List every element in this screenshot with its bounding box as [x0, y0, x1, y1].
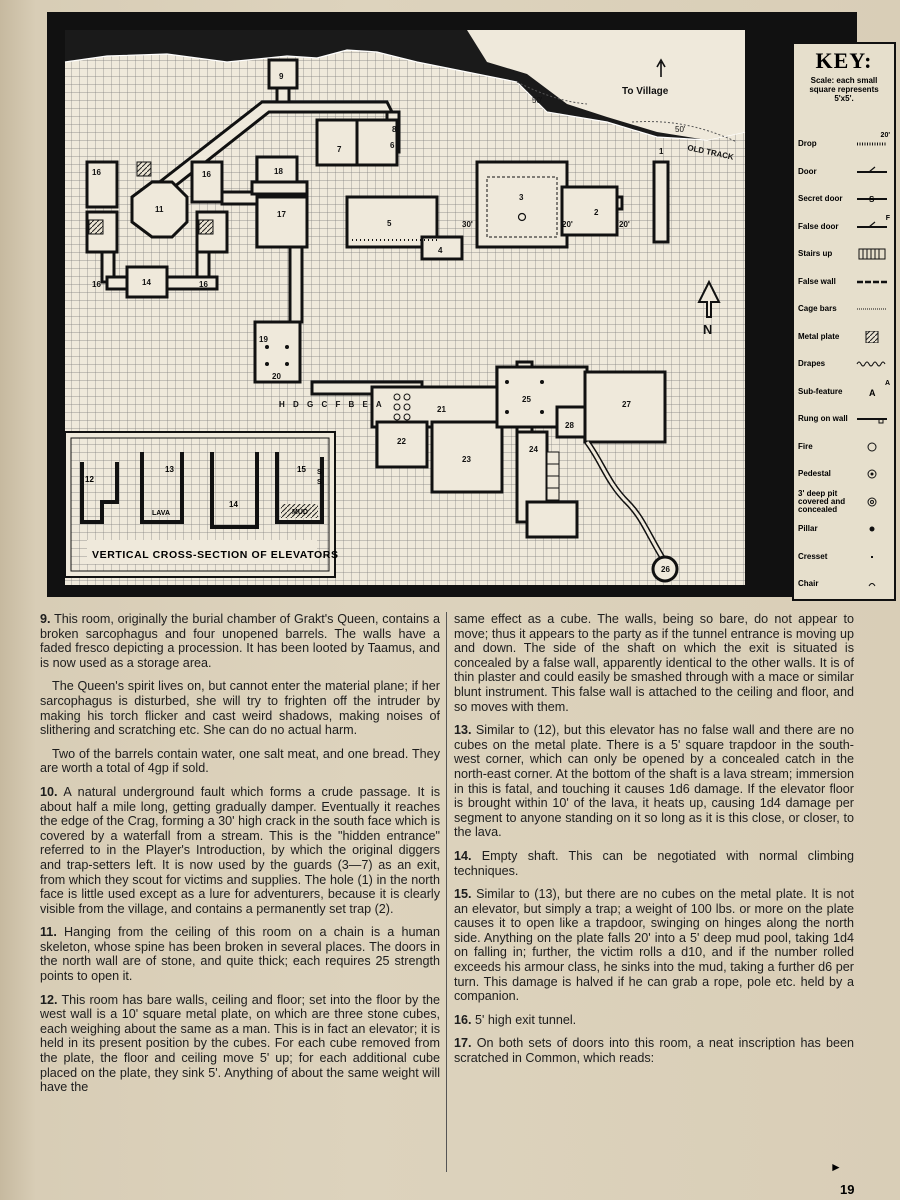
key-row — [798, 242, 890, 266]
room-description — [40, 785, 440, 916]
description-text: same effect as a cube. The walls, being so bare, do not appear to move; thus it appears to the party as if the tunnel entrance is moving up and down. The side of the shaft on which the exit is situated is concealed by a false wall, apparently identical to the other walls. It is of thin plaster and could easily be smashed through with a mace or similar blunt instrument. This false wall is attached to the ceiling and floor, and so moves with them. — [454, 612, 854, 714]
drapes-symbol-icon — [854, 357, 890, 371]
svg-text:14: 14 — [229, 500, 238, 509]
cross-section-panel — [65, 432, 339, 577]
room-number: 16. — [454, 1012, 472, 1027]
key-label: Rung on wall — [798, 414, 848, 423]
key-label: Door — [798, 166, 817, 176]
key-note: A — [884, 379, 890, 387]
article-text — [40, 612, 860, 1172]
svg-text:20': 20' — [619, 220, 630, 229]
description-text: Empty shaft. This can be negotiated with normal climbing techniques. — [454, 848, 854, 878]
pillar-symbol-icon — [854, 522, 890, 536]
room-description — [454, 612, 854, 714]
svg-text:16: 16 — [202, 170, 211, 179]
room-description — [40, 925, 440, 983]
key-row — [798, 435, 890, 459]
svg-text:LAVA: LAVA — [152, 510, 171, 517]
svg-text:23: 23 — [462, 455, 471, 464]
svg-text:A: A — [869, 387, 876, 398]
svg-text:S: S — [869, 195, 875, 204]
svg-text:20': 20' — [562, 220, 573, 229]
key-scale-note: Scale: each small square represents 5'x5'. — [809, 76, 879, 103]
north-label: N — [703, 322, 713, 337]
text-column-left — [40, 612, 440, 1104]
room-number: 15. — [454, 887, 472, 902]
room-description — [40, 612, 440, 670]
svg-text:MUD: MUD — [292, 509, 308, 516]
svg-text:26: 26 — [661, 565, 670, 574]
room-number: 11. — [40, 925, 57, 940]
svg-text:24: 24 — [529, 445, 538, 454]
svg-text:5: 5 — [387, 219, 392, 228]
svg-text:16: 16 — [92, 168, 101, 177]
false-wall-symbol-icon — [854, 275, 890, 289]
description-text: Similar to (12), but this elevator has no false wall and there are no cubes on the metal plate. There is a 5' square trapdoor in the south-west corner, which can only be opened by a concealed catch in the north-east corner. At the bottom of the shaft is a lava stream; immersion in this is fatal, and touching it causes 1d6 damage. If the elevator floor is brought within 10' of the lava, it heats up, causing 1d4 damage per segment to anyone standing on it so long as it is this close, or closer, to the lava. — [454, 723, 855, 840]
room-number: 17. — [454, 1036, 472, 1051]
room-number: 1 — [659, 147, 664, 156]
svg-text:15: 15 — [297, 465, 306, 474]
cresset-symbol-icon — [854, 550, 890, 564]
room-description — [454, 1013, 854, 1028]
key-label: Drop — [798, 139, 817, 148]
stairs-up-symbol-icon — [854, 247, 890, 261]
key-label: Pillar — [798, 524, 818, 533]
key-label: Cage bars — [798, 304, 837, 313]
sub-feature-symbol-icon — [854, 385, 890, 399]
dungeon-map — [47, 12, 890, 597]
map-key — [792, 42, 896, 601]
room-number: 9. — [40, 612, 51, 626]
metal-plate-symbol-icon — [854, 330, 890, 344]
height-label-1: 50' — [532, 96, 543, 105]
key-label: False wall — [798, 276, 836, 286]
key-row — [798, 545, 890, 569]
key-title: KEY: — [815, 48, 873, 73]
height-label-2: 50' — [675, 125, 686, 134]
svg-text:S: S — [317, 469, 322, 476]
old-track-label: OLD TRACK — [686, 143, 735, 162]
key-label: Sub-feature — [798, 386, 843, 396]
key-label: Chair — [798, 579, 819, 588]
key-row — [798, 297, 890, 321]
room-number: 13. — [454, 723, 472, 738]
svg-text:25: 25 — [522, 395, 531, 404]
key-label: Cresset — [798, 551, 828, 561]
description-text: 5' high exit tunnel. — [475, 1012, 577, 1027]
rung-symbol-icon — [854, 412, 890, 426]
svg-text:16: 16 — [92, 280, 101, 289]
key-note: F — [885, 214, 890, 222]
key-row — [798, 132, 890, 156]
description-text: Two of the barrels contain water, one salt meat, and one bread. They are worth a total of 4gp if sold. — [40, 746, 440, 776]
key-row — [798, 352, 890, 376]
secret-door-symbol-icon — [854, 192, 890, 206]
svg-text:S: S — [317, 479, 322, 486]
svg-text:2: 2 — [594, 208, 599, 217]
description-text: A natural underground fault which forms a crude passage. It is about half a mile long, getting gradually damper. Eventually it reaches the edge of the Crag, forming a 30' high crack in the south face which is covered by a waterfall from a stream. This is the "hidden entrance" referred to in the Player's Introduction, by which the original diggers and trap-setters left. It is now used by the guards (3—7) as an exit, from which they scout for victims and supplies. The hole (1) in the north face is little used except as a lure for adventurers, because it is clearly visible from the village, and contains a permanently set trap (2). — [40, 784, 440, 916]
svg-text:27: 27 — [622, 400, 631, 409]
room-number: 14. — [454, 848, 472, 863]
cross-section-title: VERTICAL CROSS-SECTION OF ELEVATORS — [92, 549, 339, 561]
key-row — [798, 380, 890, 404]
key-row — [798, 270, 890, 294]
svg-text:17: 17 — [277, 210, 286, 219]
description-text: Similar to (13), but there are no cubes on the metal plate. It is not an elevator, but simply a trap; a weight of 100 lbs. or more on the plate causes it to open like a trapdoor, swinging on hinges along the north side. Anything on the plate falls 20' into a 5' deep mud pool, taking 1d4 on falling in; further, the victim rolls a d10, and if the number rolled exceeds his armour class, he sinks into the mud, taking a further d6 per turn. This damage is halved if he can grab a rope, pole etc. held by a companion. — [454, 887, 854, 1004]
pit-symbol-icon — [854, 495, 890, 509]
svg-text:16: 16 — [199, 280, 208, 289]
key-row — [798, 407, 890, 431]
key-row — [798, 325, 890, 349]
key-label: 3' deep pit covered and concealed — [798, 488, 846, 514]
svg-text:3: 3 — [519, 193, 524, 202]
key-row — [798, 490, 890, 514]
key-row — [798, 215, 890, 239]
cage-bars-symbol-icon — [854, 302, 890, 316]
room-number: 10. — [40, 784, 58, 799]
key-label: Stairs up — [798, 249, 833, 258]
svg-text:12: 12 — [85, 475, 94, 484]
key-row — [798, 462, 890, 486]
fire-symbol-icon — [854, 440, 890, 454]
room-description — [40, 993, 440, 1095]
room-description — [40, 747, 440, 776]
svg-text:18: 18 — [274, 167, 283, 176]
text-column-right — [454, 612, 854, 1075]
svg-text:20: 20 — [272, 372, 281, 381]
key-row — [798, 160, 890, 184]
svg-text:11: 11 — [155, 205, 164, 214]
room-description — [454, 849, 854, 878]
key-label: False door — [798, 221, 839, 231]
description-text: On both sets of doors into this room, a neat inscription has been scratched in Common, which reads: — [454, 1036, 855, 1066]
description-text: This room, originally the burial chamber of Grakt's Queen, contains a broken sarcophagus and four unopened barrels. The walls have a faded fresco depicting a procession. It has been looted by Taamus, and is now used as a storage area. — [40, 612, 440, 670]
drop-symbol-icon — [854, 137, 890, 151]
page-number: 19 — [840, 1182, 855, 1197]
key-label: Metal plate — [798, 331, 840, 341]
svg-text:21: 21 — [437, 405, 446, 414]
svg-text:7: 7 — [337, 145, 342, 154]
svg-text:28: 28 — [565, 421, 574, 430]
key-note: 20' — [880, 132, 890, 139]
room-number: 12. — [40, 992, 58, 1007]
key-label: Drapes — [798, 359, 826, 368]
key-label: Fire — [798, 441, 813, 451]
room-description — [454, 723, 854, 840]
svg-text:14: 14 — [142, 278, 151, 287]
key-row — [798, 572, 890, 596]
svg-text:13: 13 — [165, 465, 174, 474]
chair-symbol-icon — [854, 577, 890, 591]
svg-text:30': 30' — [462, 220, 473, 229]
door-symbol-icon — [854, 165, 890, 179]
room-description — [454, 887, 854, 1004]
continue-arrow-icon: ► — [830, 1160, 842, 1174]
svg-text:4: 4 — [438, 246, 443, 255]
description-text: This room has bare walls, ceiling and floor; set into the floor by the west wall is a 10' square metal plate, on which are three stone cubes, each weighing about the same as a man. This is in fact an elevator; it is held in its present position by the cubes. For each cube removed from the plate, the floor and ceiling move 5' up; for each additional cube placed on the plate, they sink 5'. Anything of about the same weight will have the — [40, 992, 440, 1095]
room-description — [40, 679, 440, 737]
svg-text:8: 8 — [392, 125, 397, 134]
pedestal-symbol-icon — [854, 467, 890, 481]
description-text: Hanging from the ceiling of this room on a chain is a human skeleton, whose spine has been broken in several places. The doors in the north wall are of stone, and quite thick; each requires 25 strength points to open it. — [40, 925, 440, 984]
svg-text:H D G C F B E A: H D G C F B E A — [279, 400, 385, 409]
svg-text:9: 9 — [279, 72, 284, 81]
key-label: Secret door — [798, 194, 843, 203]
svg-text:22: 22 — [397, 437, 406, 446]
key-row — [798, 517, 890, 541]
room-description — [454, 1036, 854, 1065]
key-row — [798, 187, 890, 211]
to-village-label: To Village — [622, 86, 669, 97]
svg-text:19: 19 — [259, 335, 268, 344]
svg-text:6: 6 — [390, 141, 395, 150]
key-label: Pedestal — [798, 469, 831, 478]
map-drawing — [47, 12, 857, 597]
false-door-symbol-icon — [854, 220, 890, 234]
description-text: The Queen's spirit lives on, but cannot enter the material plane; if her sarcophagus is disturbed, she will try to frighten off the intruder by making his torch flicker and cast weird shadows, making noises of slithering and scratching etc. She can do no actual harm. — [40, 679, 440, 738]
